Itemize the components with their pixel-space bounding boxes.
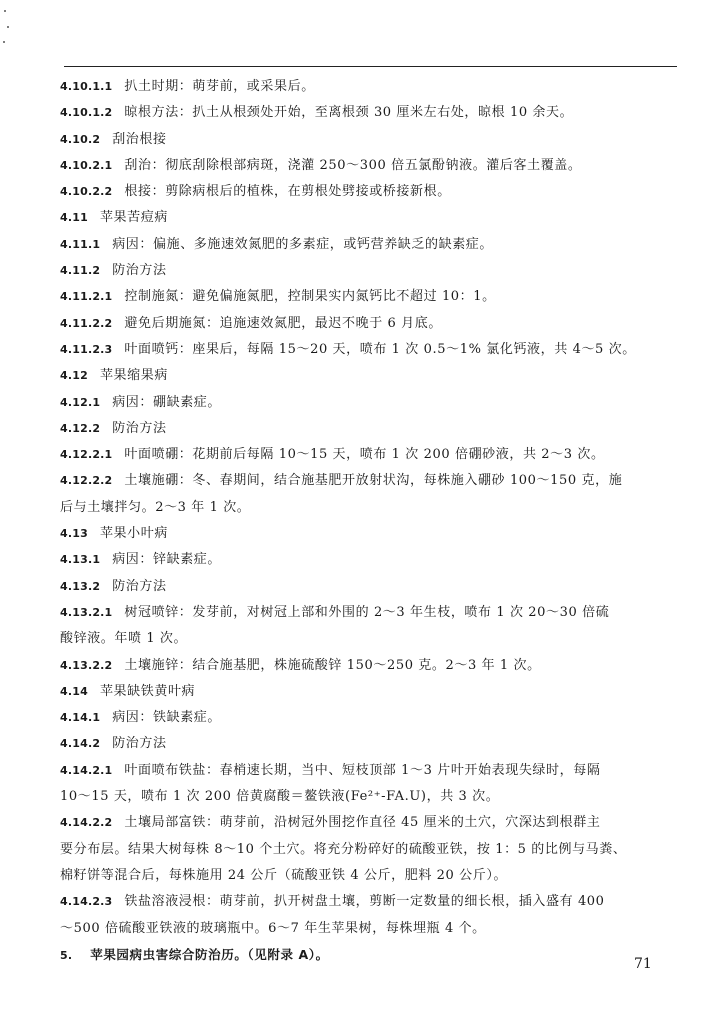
clause-number: 4.14.2.2 [60, 816, 113, 830]
clause-text-continuation: 棉籽饼等混合后，每株施用 24 公斤（硫酸亚铁 4 公斤，肥料 20 公斤）。 [60, 867, 508, 883]
clause-4-13-2-1 [60, 600, 678, 626]
clause-number: 4.13.1 [60, 553, 101, 567]
clause-text: 控制施氮：避免偏施氮肥，控制果实内氮钙比不超过 10：1。 [124, 289, 496, 305]
clause-4-13-2 [60, 574, 678, 600]
clause-4-11-2-1 [60, 284, 678, 310]
clause-text: 刮治：彻底刮除根部病斑，浇灌 250～300 倍五氯酚钠液。灌后客土覆盖。 [124, 157, 582, 173]
clause-number: 4.10.2 [60, 132, 101, 146]
clause-4-14-2 [60, 731, 678, 757]
clause-4-12-2-1 [60, 442, 678, 468]
section-heading: 防治方法 [112, 578, 167, 594]
clause-4-13-1 [60, 547, 678, 573]
clause-number: 4.11.2.1 [60, 290, 113, 304]
clause-text: 土壤局部富铁：萌芽前，沿树冠外围挖作直径 45 厘米的土穴，穴深达到根群主 [124, 815, 601, 831]
clause-text-continuation: ～500 倍硫酸亚铁液的玻璃瓶中。6～7 年生苹果树，每株埋瓶 4 个。 [60, 920, 486, 936]
clause-number: 4.10.2.2 [60, 185, 113, 199]
section-heading: 防治方法 [112, 736, 167, 752]
clause-text: 避免后期施氮：追施速效氮肥，最迟不晚于 6 月底。 [124, 315, 442, 331]
clause-number: 4.12.2 [60, 421, 101, 435]
clause-number: 4.13.2.2 [60, 658, 113, 672]
clause-number: 4.12.1 [60, 395, 101, 409]
clause-text: 扒土时期：萌芽前，或采果后。 [124, 79, 315, 94]
clause-4-11-1 [60, 232, 678, 258]
clause-text-continuation: 10～15 天，喷布 1 次 200 倍黄腐酸＝鳌铁液(Fe²⁺-FA.U)，共 3 次。 [60, 789, 500, 805]
clause-number: 4.13 [60, 527, 88, 541]
clause-number: 4.11.1 [60, 237, 101, 251]
clause-number: 4.11 [60, 211, 88, 225]
scan-specks [0, 0, 14, 60]
clause-4-10-2-1 [60, 153, 678, 179]
clause-4-13 [60, 521, 678, 547]
clause-number: 4.14.1 [60, 711, 101, 725]
clause-text: 叶面喷钙：座果后，每隔 15～20 天，喷布 1 次 0.5～1% 氯化钙液，共 4～5 次。 [124, 341, 636, 357]
clause-number: 4.14.2.1 [60, 763, 113, 777]
clause-text: 叶面喷布铁盐：春梢速长期，当中、短枝顶部 1～3 片叶开始表现失绿时，每隔 [124, 762, 601, 778]
clause-text-continuation: 酸锌液。年喷 1 次。 [60, 631, 188, 647]
clause-text: 叶面喷硼：花期前后每隔 10～15 天，喷布 1 次 200 倍硼砂液，共 2～3 次。 [124, 447, 605, 463]
clause-text: 病因：锌缺素症。 [112, 552, 221, 568]
clause-4-12-2-2 [60, 468, 678, 494]
clause-4-11-2 [60, 258, 678, 284]
clause-number: 4.11.2.2 [60, 316, 113, 330]
clause-4-14 [60, 679, 678, 705]
section-heading: 防治方法 [112, 420, 167, 436]
clause-text: 晾根方法：扒土从根颈处开始，至离根颈 30 厘米左右处，晾根 10 余天。 [124, 105, 574, 121]
clause-number: 4.10.1.1 [60, 80, 113, 93]
section-heading: 苹果缺铁黄叶病 [99, 683, 196, 699]
section-heading: 苹果小叶病 [99, 526, 168, 542]
clause-text: 树冠喷锌：发芽前，对树冠上部和外围的 2～3 年生枝，喷布 1 次 20～30 倍硫 [124, 604, 610, 620]
clause-number: 4.13.2.1 [60, 605, 113, 619]
clause-4-12 [60, 363, 678, 389]
clause-4-14-2-2 [60, 810, 678, 836]
clause-text: 土壤施锌：结合施基肥，株施硫酸锌 150～250 克。2～3 年 1 次。 [124, 657, 541, 673]
header-rule [64, 66, 677, 67]
clause-4-11 [60, 205, 678, 231]
clause-4-10-2 [60, 127, 678, 153]
clause-number: 4.14 [60, 684, 88, 698]
clause-4-10-1-2 [60, 100, 678, 126]
section-heading: 防治方法 [112, 263, 167, 279]
clause-4-13-2-2 [60, 653, 678, 679]
clause-number: 4.14.2 [60, 737, 101, 751]
clause-number: 4.12.2.1 [60, 448, 113, 462]
clause-text: 土壤施硼：冬、春期间，结合施基肥开放射状沟，每株施入硼砂 100～150 克，施 [124, 473, 623, 489]
clause-4-10-1-1 [60, 74, 678, 100]
clause-4-14-1 [60, 705, 678, 731]
clause-number: 4.10.1.2 [60, 106, 113, 120]
clause-number: 5. [60, 948, 73, 962]
clause-4-12-2 [60, 416, 678, 442]
clause-number: 4.11.2.3 [60, 342, 113, 356]
clause-text: 铁盐溶液浸根：萌芽前，扒开树盘土壤，剪断一定数量的细长根，插入盛有 400 [124, 894, 605, 910]
clause-text: 苹果园病虫害综合防治历。（见附录 A）。 [90, 946, 329, 962]
clause-4-14-2-3 [60, 889, 678, 915]
clause-text: 病因：硼缺素症。 [112, 394, 221, 410]
clause-text-continuation: 后与土壤拌匀。2～3 年 1 次。 [60, 499, 251, 515]
clause-number: 4.10.2.1 [60, 158, 113, 172]
clause-text: 根接：剪除病根后的植株，在剪根处劈接或桥接新根。 [124, 184, 451, 200]
clause-4-10-2-2 [60, 179, 678, 205]
section-heading: 刮治根接 [112, 131, 167, 147]
clause-number: 4.11.2 [60, 264, 101, 278]
clause-4-12-1 [60, 390, 678, 416]
clause-number: 4.13.2 [60, 579, 101, 593]
clause-number: 4.14.2.3 [60, 895, 113, 909]
clause-4-11-2-3 [60, 337, 678, 363]
clause-5 [60, 942, 678, 969]
clause-number: 4.12.2.2 [60, 474, 113, 488]
section-heading: 苹果缩果病 [99, 368, 168, 384]
clause-4-11-2-2 [60, 311, 678, 337]
clause-number: 4.12 [60, 369, 88, 383]
section-heading: 苹果苦痘病 [99, 210, 168, 226]
clause-text-continuation: 要分布层。结果大树每株 8～10 个土穴。将充分粉碎好的硫酸亚铁，按 1：5 的比例与马粪、 [60, 841, 627, 857]
clause-text: 病因：铁缺素症。 [112, 710, 221, 726]
clause-4-14-2-1 [60, 758, 678, 784]
document-body [60, 74, 678, 969]
clause-text: 病因：偏施、多施速效氮肥的多素症，或钙营养缺乏的缺素症。 [112, 236, 493, 252]
page-number: 71 [634, 956, 652, 972]
